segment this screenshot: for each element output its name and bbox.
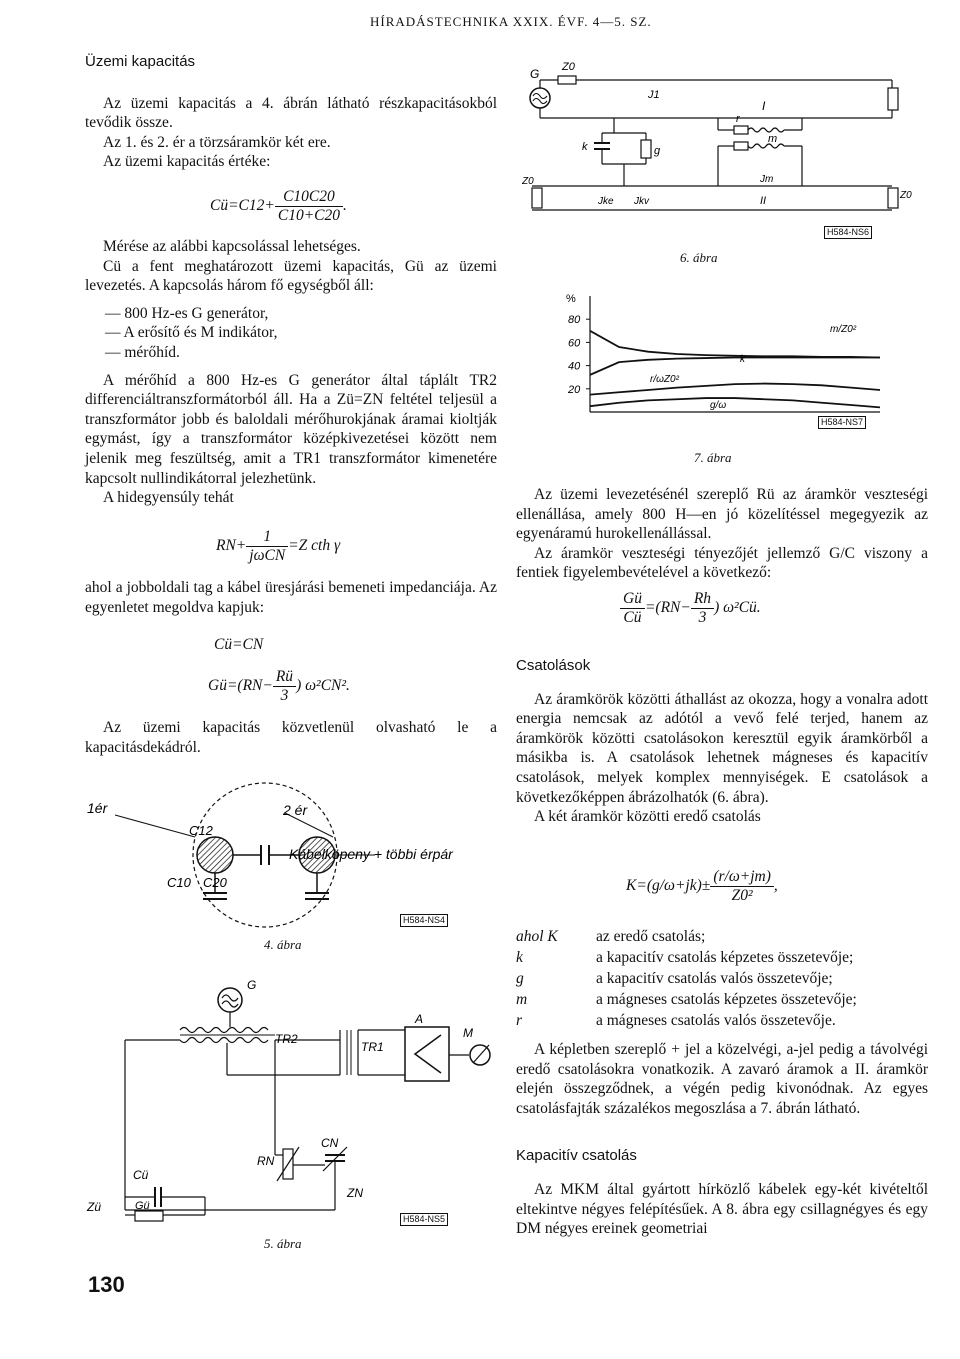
eq-pm: ±: [701, 877, 711, 895]
label-jke: Jke: [598, 196, 614, 207]
paragraph: A két áramkör közötti eredő csatolás: [534, 808, 761, 826]
label-jkv: Jkv: [634, 196, 649, 207]
figure-5-caption: 5. ábra: [264, 1236, 302, 1251]
paragraph: Cü a fent meghatározott üzemi kapacitás, Gü az üzemi levezetés. A kapcsolás három fő egységből áll:: [85, 257, 497, 295]
paragraph: Az üzemi kapacitás közvetlenül olvasható le a kapacitásdekádról.: [85, 719, 497, 756]
eq-end: ,: [773, 877, 778, 895]
eq-den: Cü: [623, 609, 642, 626]
page-number: 130: [88, 1272, 125, 1297]
paragraph: Az üzemi kapacitás értéke:: [103, 153, 271, 171]
equation-cu: [210, 188, 347, 225]
paragraph: Mérése az alábbi kapcsolással lehetséges.: [103, 238, 361, 255]
eq-den: jωCN: [249, 547, 286, 564]
right-column-3: [516, 1040, 928, 1239]
equation-gu: [208, 668, 350, 705]
figure-7-caption: 7. ábra: [694, 450, 732, 465]
section-title-csatolasok: Csatolások: [516, 657, 591, 674]
gu-resistor: [135, 1211, 163, 1221]
equation-cu-cn: Cü=CN: [214, 636, 264, 653]
label-jm: Jm: [760, 174, 774, 185]
eq-num: 1: [246, 528, 288, 547]
equation-balance: [216, 528, 340, 565]
definition-list: [516, 926, 857, 1031]
label-tr2: TR2: [275, 1032, 298, 1046]
definition-row: [516, 989, 857, 1010]
figure-4-tag: H584-NS4: [400, 914, 448, 927]
eq-num: (r/ω+jm): [710, 868, 774, 887]
eq-den: 3: [280, 687, 289, 704]
paragraph: A mérőhíd a 800 Hz-es G generátor által táplált TR2 differenciáltranszformátorból áll. Ha a Zü=ZN feltétel teljesül a transzformátor jobb és baloldali mérőhurokjának áramai kioltják egymást, így a transzformátor középkivezetései között nem jelenik meg feszültség, amit a TR1 transzformátor kimenetére kapcsolt nullindikátorral jelezhetünk.: [85, 371, 497, 487]
label-circuit-ii: II: [760, 195, 767, 207]
eq-num: Rü: [273, 668, 296, 687]
label-m: M: [463, 1026, 473, 1040]
def-key: m: [516, 991, 528, 1008]
label-tr1: TR1: [361, 1040, 384, 1054]
label-g: G: [530, 67, 540, 81]
label-er2: 2 ér: [283, 802, 308, 818]
figure-6-caption: 6. ábra: [680, 250, 718, 265]
label-c12: C12: [189, 823, 213, 838]
amplifier-box: [405, 1027, 449, 1081]
running-header: HÍRADÁSTECHNIKA XXIX. ÉVF. 4—5. SZ.: [370, 14, 652, 29]
series-line-3: [590, 398, 880, 407]
section-title-uzemi: Üzemi kapacitás: [85, 53, 196, 70]
label-m: m: [768, 133, 778, 145]
right-column-2: [516, 656, 928, 827]
label-zu: Zü: [87, 1200, 102, 1214]
eq-rhs: ) ω²CN².: [296, 677, 350, 695]
y-tick-label: 40: [568, 360, 581, 373]
figure-7-chart: [560, 290, 890, 420]
left-column: [85, 52, 497, 172]
y-axis-label: %: [566, 293, 576, 305]
paragraph: Az áramkörök közötti áthallást az okozza, hogy a vonalra adott energia nemcsak az adótól a vevő felé terjed, hanem az áramkörök közötti csatolásokon keresztül egyik áramkörből a másikba is. A csatolások lehetnek mágneses és kapacitív csatolások, melyek komplex mennyiségek. E csatolások a következőképpen ábrázolhatók (6. ábra).: [516, 690, 928, 806]
label-z0c: Z0: [900, 190, 912, 201]
section-title-kapacitiv: Kapacitív csatolás: [516, 1147, 637, 1165]
label-a: A: [415, 1012, 424, 1026]
label-g: G: [247, 978, 257, 992]
definition-row: [516, 1010, 857, 1031]
left-column-2: [85, 237, 497, 508]
curve-label-r: r/ωZ0²: [650, 374, 679, 385]
paragraph: ahol a jobboldali tag a kábel üresjárási bemeneti impedanciája. Az egyenletet megoldva kapjuk:: [85, 579, 497, 616]
figure-7-tag: H584-NS7: [818, 416, 866, 429]
eq-lhs: Gü=(RN−: [208, 677, 273, 695]
paragraph: A képletben szereplő + jel a közelvégi, a-jel pedig a távolvégi eredő csatolásokra vonatkozik. A zavaró áramok a II. áramkör elején összegződnek, a végén pedig kivonódnak. Az egyes csatolásfajták százalékos megoszlása a 7. ábrán látható.: [516, 1041, 928, 1117]
generator-symbol: [530, 88, 550, 108]
label-er1: 1ér: [87, 800, 108, 816]
def-value: a kapacitív csatolás képzetes összetevője;: [596, 949, 854, 966]
eq-den: Z0²: [731, 887, 753, 904]
paragraph: Az MKM által gyártott hírközlő kábelek egy-két kivételtől eltekintve négyes felépítésűek. A 8. ábra egy csillagnégyes és egy DM négyes ereinek geometriai: [516, 1180, 928, 1238]
label-z0: Z0: [562, 61, 575, 73]
eq-num: C10C20: [275, 188, 343, 207]
def-value: az eredő csatolás;: [596, 928, 706, 945]
label-sheath-note: Kábelköpeny + többi érpár: [289, 846, 453, 862]
def-key: r: [516, 1012, 523, 1029]
curve-label-k: k: [740, 354, 745, 365]
def-key: k: [516, 949, 523, 966]
label-cn: CN: [321, 1136, 339, 1150]
label-zn: ZN: [347, 1186, 363, 1200]
paragraph: A hidegyensúly tehát: [103, 489, 234, 507]
list-item: — A erősítő és M indikátor,: [105, 324, 278, 342]
list-item: — 800 Hz-es G generátor,: [105, 304, 269, 322]
figure-6-diagram: [522, 58, 912, 236]
tr2-secondary: [180, 1038, 268, 1043]
z0-load-2: [888, 188, 898, 208]
y-tick-label: 60: [568, 337, 581, 350]
eq-num: Gü: [620, 590, 645, 609]
eq-lhs: RN+: [216, 537, 247, 555]
z0-source: [558, 76, 576, 84]
label-gg: g: [654, 145, 661, 157]
def-value: a mágneses csatolás képzetes összetevője;: [596, 991, 857, 1008]
def-value: a kapacitív csatolás valós összetevője;: [596, 970, 833, 987]
eq-end: .: [343, 197, 347, 215]
equation-g-c: [620, 590, 761, 627]
left-column-3: [85, 578, 497, 617]
eq-mid: =(RN−: [644, 599, 691, 617]
eq-den: C10+C20: [277, 207, 340, 224]
eq-lhs: Cü=C12+: [210, 197, 275, 215]
eq-term-a: (g/ω+jk): [646, 877, 702, 895]
label-z0b: Z0: [522, 176, 534, 187]
figure-6-tag: H584-NS6: [824, 226, 872, 239]
figure-4-diagram: [85, 775, 505, 955]
list-item: — mérőhíd.: [105, 343, 180, 361]
label-c20: C20: [203, 875, 227, 890]
series-line-2: [590, 384, 880, 395]
label-circuit-i: I: [762, 99, 766, 113]
label-j1: J1: [648, 89, 660, 101]
generator-symbol: [218, 988, 242, 1012]
curve-label-m: m/Z0²: [830, 324, 857, 335]
definition-row: [516, 947, 857, 968]
definition-row: [516, 968, 857, 989]
left-column-4: [85, 718, 497, 757]
figure-4-caption: 4. ábra: [264, 937, 302, 952]
eq-rhs: =Z cth γ: [288, 537, 341, 555]
tr2-primary: [180, 1028, 268, 1033]
eq-rhs: ) ω²Cü.: [714, 599, 761, 617]
equation-k: [626, 868, 778, 905]
paragraph: Az áramkör veszteségi tényezőjét jellemző G/C viszony a fentiek figyelembevételével a következő:: [516, 544, 928, 582]
curve-label-g: g/ω: [710, 400, 727, 411]
label-cu: Cü: [133, 1168, 149, 1182]
label-r: r: [736, 113, 740, 125]
paragraph: Az üzemi levezetésénél szereplő Rü az áramkör veszteségi ellenállása, amely 800 H—en jó közelítéssel megegyezik az egyenáramú hurokellenállással.: [516, 486, 928, 543]
label-c10: C10: [167, 875, 191, 890]
eq-den: 3: [698, 609, 707, 626]
def-key: ahol K: [516, 928, 558, 945]
right-column: [516, 485, 928, 583]
y-tick-label: 20: [568, 383, 581, 396]
paragraph: Az üzemi kapacitás a 4. ábrán látható részkapacitásokból tevődik össze.: [85, 94, 497, 132]
label-rn: RN: [257, 1154, 275, 1168]
figure-5-diagram: [85, 975, 505, 1225]
conductor-1: [197, 837, 233, 873]
eq-lhs: K=: [626, 877, 647, 895]
figure-5-tag: H584-NS5: [400, 1213, 448, 1226]
def-value: a mágneses csatolás valós összetevője.: [596, 1012, 836, 1029]
eq-num: Rh: [691, 590, 714, 609]
def-key: g: [516, 970, 524, 987]
definition-row: [516, 926, 857, 947]
series-line-1: [590, 357, 880, 374]
y-tick-label: 80: [568, 314, 581, 327]
label-gu: Gü: [135, 1200, 150, 1212]
label-k: k: [582, 141, 588, 153]
z0-load-1: [888, 88, 898, 110]
paragraph: Az 1. és 2. ér a törzsáramkör két ere.: [103, 133, 331, 151]
z0-source-2: [532, 188, 542, 208]
